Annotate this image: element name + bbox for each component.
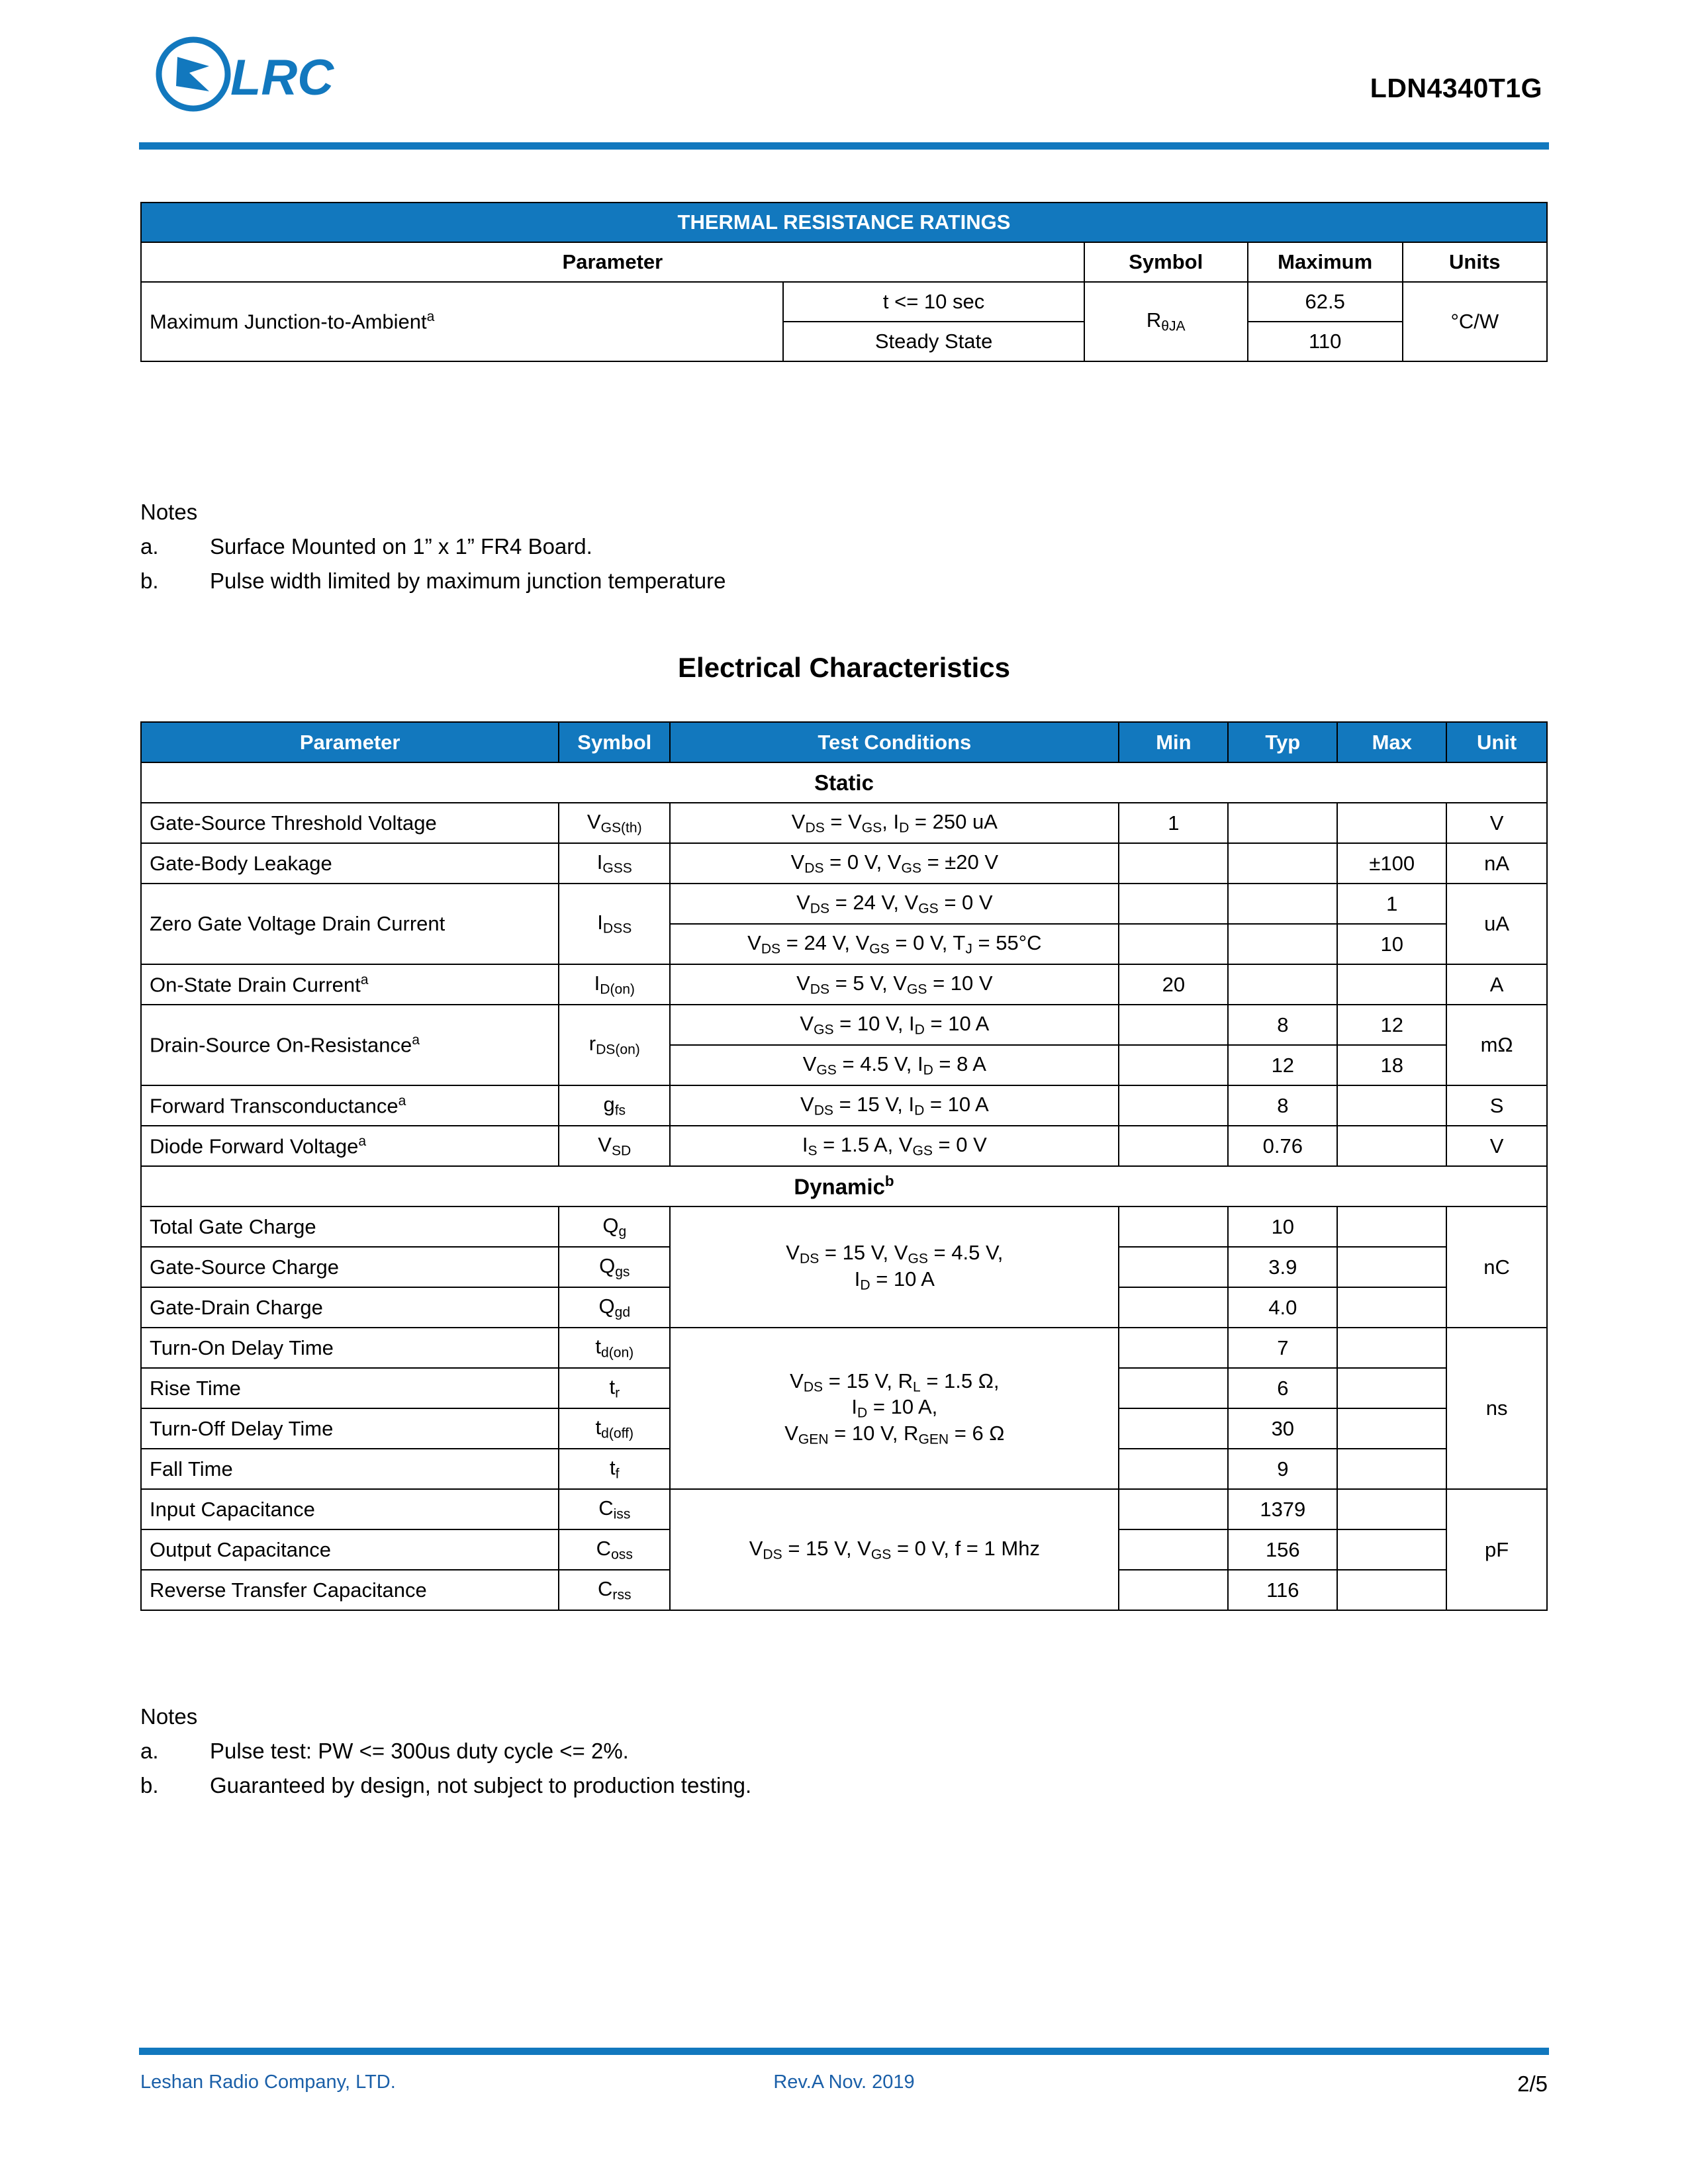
row-max [1337,964,1446,1005]
thermal-condition-2: Steady State [783,322,1084,361]
row-max [1337,1328,1446,1368]
row-typ: 3.9 [1228,1247,1337,1287]
thermal-row-parameter [141,282,783,361]
row-symbol: $t_{d(off)}$ [559,1408,670,1449]
row-min [1119,843,1228,884]
row-typ: 10 [1228,1206,1337,1247]
svg-text:LRC: LRC [230,50,334,106]
row-typ: 116 [1228,1570,1337,1610]
row-symbol: $I_{GSS}$ [559,843,670,884]
part-number: LDN4340T1G [1370,73,1542,103]
row-parameter-note: a [360,972,369,987]
footer-revision: Rev.A Nov. 2019 [773,2071,915,2093]
row-parameter: Rise Time [141,1368,559,1408]
footer-divider [139,2048,1549,2055]
row-max [1337,1206,1446,1247]
row-parameter-note: a [398,1093,406,1109]
row-typ: 0.76 [1228,1126,1337,1166]
row-min [1119,1085,1228,1126]
row-parameter [141,964,559,1005]
notes-block-1 [140,500,726,603]
thermal-units: °C/W [1403,282,1547,361]
table-row [141,803,1547,843]
row-min [1119,1126,1228,1166]
row-typ: 30 [1228,1408,1337,1449]
row-parameter-text: Drain-Source On-Resistance [150,1033,412,1057]
row-parameter [141,1005,559,1085]
table-row [141,884,1547,924]
row-parameter: Gate-Body Leakage [141,843,559,884]
row-min [1119,1368,1228,1408]
thermal-symbol [1084,282,1248,361]
row-min [1119,1247,1228,1287]
row-parameter [141,1126,559,1166]
row-max [1337,1408,1446,1449]
note-item [140,534,726,559]
thermal-col-symbol: Symbol [1084,242,1248,282]
table-row [141,964,1547,1005]
thermal-resistance-table [140,202,1548,362]
row-parameter: Gate-Drain Charge [141,1287,559,1328]
notes-1-title: Notes [140,500,198,524]
row-symbol: $Q_{gs}$ [559,1247,670,1287]
row-typ [1228,924,1337,964]
row-min [1119,1570,1228,1610]
table-row [141,1005,1547,1045]
page-header [139,26,1549,139]
row-parameter: Reverse Transfer Capacitance [141,1570,559,1610]
table-row [141,1328,1547,1368]
row-min [1119,1287,1228,1328]
row-symbol: $t_f$ [559,1449,670,1489]
row-typ: 6 [1228,1368,1337,1408]
row-typ: 8 [1228,1085,1337,1126]
row-symbol: $V_{GS(th)}$ [559,803,670,843]
row-max [1337,1247,1446,1287]
row-parameter: Output Capacitance [141,1529,559,1570]
row-typ: 8 [1228,1005,1337,1045]
footer-page-number: 2/5 [1517,2071,1548,2096]
lrc-logo [152,33,430,119]
row-parameter: Gate-Source Threshold Voltage [141,803,559,843]
row-max [1337,1085,1446,1126]
row-typ [1228,843,1337,884]
row-typ [1228,964,1337,1005]
row-max: 12 [1337,1005,1446,1045]
row-min [1119,1328,1228,1368]
table-row [141,1206,1547,1247]
row-min [1119,1408,1228,1449]
elec-col-symbol: Symbol [559,722,670,762]
row-conditions: $V_{DS} = 24$ V, $V_{GS} = 0$ V, $T_J = 55^\circ C$ [670,924,1119,964]
thermal-max-2: 110 [1248,322,1403,361]
thermal-symbol-sub: θJA [1161,318,1186,334]
row-parameter: Turn-Off Delay Time [141,1408,559,1449]
row-typ [1228,884,1337,924]
row-unit: nC [1446,1206,1547,1328]
row-parameter-text: Forward Transconductance [150,1094,399,1118]
row-parameter: Gate-Source Charge [141,1247,559,1287]
row-min [1119,1005,1228,1045]
row-min [1119,1045,1228,1085]
row-min [1119,1449,1228,1489]
group-header-static: Static [141,762,1547,803]
row-conditions: $V_{DS} = V_{GS}$, $I_D = 250$ uA [670,803,1119,843]
row-parameter: Total Gate Charge [141,1206,559,1247]
row-conditions: $V_{DS} = 15$ V, $V_{GS} = 0$ V, f = 1 Mhz [670,1489,1119,1610]
row-min [1119,1206,1228,1247]
row-typ: 12 [1228,1045,1337,1085]
row-symbol: $r_{DS(on)}$ [559,1005,670,1085]
elec-col-min: Min [1119,722,1228,762]
row-max [1337,1287,1446,1328]
row-parameter [141,1085,559,1126]
note-key: b. [140,1773,159,1797]
row-parameter: Turn-On Delay Time [141,1328,559,1368]
row-min [1119,924,1228,964]
row-max: 10 [1337,924,1446,964]
footer-company: Leshan Radio Company, LTD. [140,2071,396,2093]
row-parameter: Input Capacitance [141,1489,559,1529]
row-typ: 156 [1228,1529,1337,1570]
row-symbol: $t_{d(on)}$ [559,1328,670,1368]
thermal-param-note: a [426,309,435,325]
row-parameter: Zero Gate Voltage Drain Current [141,884,559,964]
thermal-col-maximum: Maximum [1248,242,1403,282]
row-unit: S [1446,1085,1547,1126]
row-typ: 1379 [1228,1489,1337,1529]
row-unit: pF [1446,1489,1547,1610]
row-max: ±100 [1337,843,1446,884]
notes-block-2 [140,1704,751,1807]
row-conditions: $I_S = 1.5$ A, $V_{GS} = 0$ V [670,1126,1119,1166]
row-symbol: $Q_g$ [559,1206,670,1247]
table-row [141,843,1547,884]
thermal-condition-1: t <= 10 sec [783,282,1084,322]
elec-col-max: Max [1337,722,1446,762]
row-parameter-text: Diode Forward Voltage [150,1134,359,1158]
notes-2-title: Notes [140,1704,198,1729]
row-min [1119,884,1228,924]
row-conditions: $V_{DS} = 15$ V, $I_D = 10$ A [670,1085,1119,1126]
row-max [1337,1126,1446,1166]
row-max: 18 [1337,1045,1446,1085]
note-item [140,1773,751,1798]
note-item [140,1739,751,1764]
row-min: 1 [1119,803,1228,843]
elec-col-unit: Unit [1446,722,1547,762]
section-title: Electrical Characteristics [678,652,1010,683]
note-text: Surface Mounted on 1” x 1” FR4 Board. [210,534,592,559]
row-parameter-note: a [358,1133,367,1149]
row-min [1119,1489,1228,1529]
row-symbol: $I_{DSS}$ [559,884,670,964]
thermal-table-title: THERMAL RESISTANCE RATINGS [141,203,1547,242]
row-symbol: $g_{fs}$ [559,1085,670,1126]
header-divider [139,142,1549,150]
note-text: Pulse width limited by maximum junction temperature [210,569,726,593]
row-symbol: $t_r$ [559,1368,670,1408]
row-typ: 9 [1228,1449,1337,1489]
row-symbol: $V_{SD}$ [559,1126,670,1166]
row-typ [1228,803,1337,843]
row-max [1337,1570,1446,1610]
group-header-dynamic-note: b [884,1173,894,1190]
table-row [141,1085,1547,1126]
row-min [1119,1529,1228,1570]
row-parameter-text: On-State Drain Current [150,973,361,997]
row-conditions: $V_{DS} = 24$ V, $V_{GS} = 0$ V [670,884,1119,924]
row-parameter-note: a [412,1032,420,1048]
row-typ: 4.0 [1228,1287,1337,1328]
elec-col-conditions: Test Conditions [670,722,1119,762]
electrical-characteristics-table [140,721,1548,1611]
thermal-param-text: Maximum Junction-to-Ambient [150,310,427,334]
row-unit: V [1446,1126,1547,1166]
row-max [1337,803,1446,843]
row-max [1337,1529,1446,1570]
row-max [1337,1449,1446,1489]
row-symbol: $C_{rss}$ [559,1570,670,1610]
note-key: b. [140,569,159,593]
row-unit: V [1446,803,1547,843]
table-row [141,1126,1547,1166]
thermal-col-units: Units [1403,242,1547,282]
row-conditions: $V_{DS} = 15$ V, $R_L = 1.5$ Ω, $I_D = 10$ A, $V_{GEN} = 10$ V, $R_{GEN} = 6$ Ω [670,1328,1119,1489]
page-footer [140,2071,1548,2098]
row-symbol: $I_{D(on)}$ [559,964,670,1005]
note-item [140,569,726,594]
row-conditions: $V_{DS} = 15$ V, $V_{GS} = 4.5$ V, $I_D = 10$ A [670,1206,1119,1328]
note-key: a. [140,534,159,559]
elec-col-parameter: Parameter [141,722,559,762]
thermal-col-parameter: Parameter [141,242,1084,282]
note-text: Pulse test: PW <= 300us duty cycle <= 2%. [210,1739,629,1763]
row-max: 1 [1337,884,1446,924]
row-unit: A [1446,964,1547,1005]
table-row [141,1489,1547,1529]
group-header-dynamic [141,1166,1547,1206]
thermal-max-1: 62.5 [1248,282,1403,322]
group-header-dynamic-text: Dynamic [794,1174,885,1199]
row-symbol: $Q_{gd}$ [559,1287,670,1328]
thermal-symbol-base: R [1146,308,1162,332]
row-max [1337,1368,1446,1408]
row-parameter: Fall Time [141,1449,559,1489]
row-conditions: $V_{DS} = 0$ V, $V_{GS} = \pm 20$ V [670,843,1119,884]
note-text: Guaranteed by design, not subject to production testing. [210,1773,752,1797]
row-unit: uA [1446,884,1547,964]
row-symbol: $C_{oss}$ [559,1529,670,1570]
row-unit: ns [1446,1328,1547,1489]
row-unit: nA [1446,843,1547,884]
row-conditions: $V_{DS} = 5$ V, $V_{GS} = 10$ V [670,964,1119,1005]
row-typ: 7 [1228,1328,1337,1368]
note-key: a. [140,1739,159,1763]
row-conditions: $V_{GS} = 10$ V, $I_D = 10$ A [670,1005,1119,1045]
row-min: 20 [1119,964,1228,1005]
row-conditions: $V_{GS} = 4.5$ V, $I_D = 8$ A [670,1045,1119,1085]
row-unit: mΩ [1446,1005,1547,1085]
elec-col-typ: Typ [1228,722,1337,762]
row-max [1337,1489,1446,1529]
row-symbol: $C_{iss}$ [559,1489,670,1529]
